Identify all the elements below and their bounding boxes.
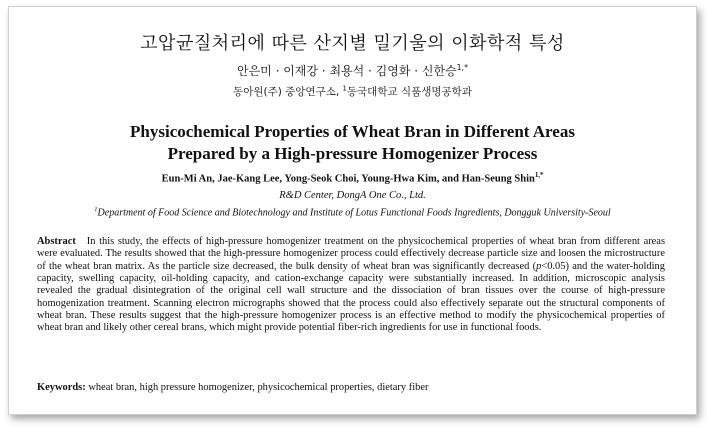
korean-authors xyxy=(9,62,696,79)
korean-author-names: 안은미 · 이재강 · 최용석 · 김영화 · 신한승 xyxy=(237,64,457,78)
english-author-names: Eun-Mi An, Jae-Kang Lee, Yong-Seok Choi, Young-Hwa Kim, and Han-Seung Shin xyxy=(161,173,535,185)
abstract-paragraph xyxy=(37,236,665,335)
korean-affiliation-main: 동아원(주) 중앙연구소, xyxy=(233,86,343,98)
english-affiliation-center: R&D Center, DongA One Co., Ltd. xyxy=(279,190,426,201)
english-title-line-2: Prepared by a High-pressure Homogenizer Process xyxy=(167,144,538,163)
abstract-label: Abstract xyxy=(37,236,76,247)
korean-authors-superscript: 1,* xyxy=(456,63,468,72)
english-affiliation-dept xyxy=(29,206,676,218)
keywords-line xyxy=(37,382,665,393)
korean-affiliations xyxy=(9,84,696,99)
korean-affiliation-dept: 동국대학교 식품생명공학과 xyxy=(346,86,472,98)
english-authors-superscript: 1,* xyxy=(534,172,544,179)
abstract-text-part-2: <0.05) and the water-holding capacity, swelling capacity, oil-holding capacity, and cation-exchange capacity were substantially increased. In addition, microscopic analysis revealed the gradual disintegration of the original cell wall structure and the dissociation of bran tissues over the course of high-pressure homogenization treatment. Scanning electron micrographs showed that the process could also effectively separate out the structural components of wheat bran. These results suggest that the high-pressure homogenizer process is an effective method to modify the physicochemical properties of wheat bran and likely other cereal brans, which might provide potential fiber-rich ingredients for use in functional foods. xyxy=(37,260,665,334)
abstract-p-symbol: p xyxy=(536,260,542,272)
english-title xyxy=(9,121,696,165)
korean-title: 고압균질처리에 따른 산지별 밀기울의 이화학적 특성 xyxy=(140,33,565,54)
paper-page xyxy=(8,6,697,415)
keywords-text: wheat bran, high pressure homogenizer, physicochemical properties, dietary fiber xyxy=(88,382,429,393)
english-dept-text: Department of Food Science and Biotechnology and Institute of Lotus Functional Foods Ingredients, Dongguk University-Seoul xyxy=(97,207,611,219)
english-title-line-1: Physicochemical Properties of Wheat Bran in Different Areas xyxy=(130,122,575,141)
keywords-label: Keywords: xyxy=(37,382,86,393)
english-dept-superscript: 1 xyxy=(94,206,98,213)
abstract-text-part-1: In this study, the effects of high-pressure homogenizer treatment on the physicochemical properties of wheat bran from different areas were evaluated. The results showed that the high-pressure homogenizer process could effectively decrease particle size and loosen the microstructure of the wheat bran matrix. As the particle size decreased, the bulk density of wheat bran was significantly decreased ( xyxy=(37,236,666,272)
korean-affiliation-superscript: 1 xyxy=(342,84,347,93)
english-authors xyxy=(9,172,696,185)
